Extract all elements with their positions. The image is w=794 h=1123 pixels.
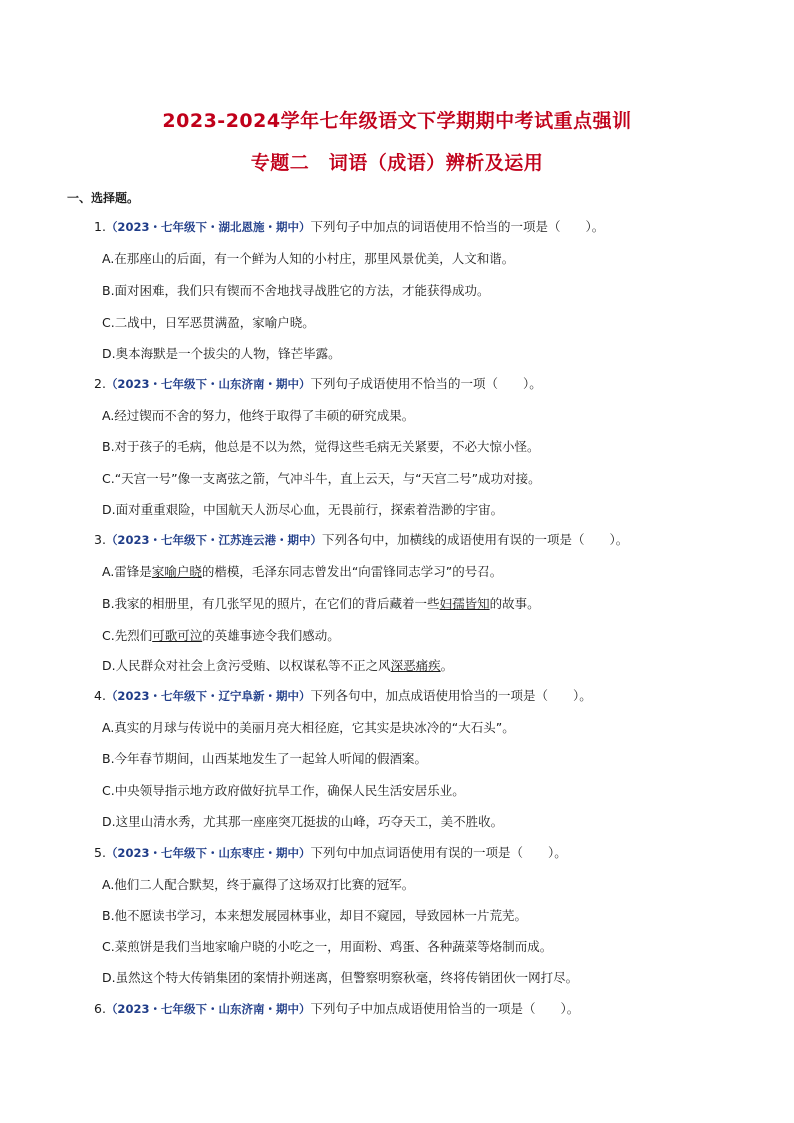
option-a: A.真实的月球与传说中的美丽月亮大相径庭，它其实是块冰冷的“大石头”。 <box>102 720 515 735</box>
option-c: C.中央领导指示地方政府做好抗旱工作，确保人民生活安居乐业。 <box>102 783 465 798</box>
option-a: A.他们二人配合默契，终于赢得了这场双打比赛的冠军。 <box>102 877 415 892</box>
underlined-idiom: 家喻户晓 <box>151 564 202 579</box>
question-number: 5. <box>94 845 106 860</box>
option-text: D.人民群众对社会上贪污受贿、以权谋私等不正之风 <box>102 658 391 673</box>
question-text: 下列各句中，加点成语使用恰当的一项是（ ）。 <box>310 688 592 703</box>
question-4-stem <box>94 686 592 704</box>
option-a: A.经过锲而不舍的努力，他终于取得了丰硕的研究成果。 <box>102 408 415 423</box>
option-text: 的楷模，毛泽东同志曾发出“向雷锋同志学习”的号召。 <box>201 564 503 579</box>
question-number: 6. <box>94 1001 106 1016</box>
question-number: 2. <box>94 376 106 391</box>
question-text: 下列各句中，加横线的成语使用有误的一项是（ ）。 <box>321 532 629 547</box>
option-text: 的英雄事迹令我们感动。 <box>202 628 340 643</box>
option-b <box>102 594 540 612</box>
underlined-idiom: 可歌可泣 <box>152 628 203 643</box>
option-c <box>102 626 340 644</box>
option-b: B.面对困难，我们只有锲而不舍地找寻战胜它的方法，才能获得成功。 <box>102 283 490 298</box>
option-d: D.奥本海默是一个拔尖的人物，锋芒毕露。 <box>102 346 341 361</box>
document-subtitle: 专题二 词语（成语）辨析及运用 <box>250 152 544 174</box>
option-c: C.二战中，日军恶贯满盈，家喻户晓。 <box>102 315 315 330</box>
question-number: 4. <box>94 688 106 703</box>
question-source: （2023・七年级下・辽宁阜新・期中） <box>105 689 311 703</box>
question-source: （2023・七年级下・山东济南・期中） <box>105 377 311 391</box>
option-a: A.在那座山的后面，有一个鲜为人知的小村庄，那里风景优美，人文和谐。 <box>102 251 515 266</box>
question-source: （2023・七年级下・山东济南・期中） <box>105 1002 311 1016</box>
question-source: （2023・七年级下・湖北恩施・期中） <box>105 220 311 234</box>
option-d: D.面对重重艰险，中国航天人沥尽心血，无畏前行，探索着浩渺的宇宙。 <box>102 502 504 517</box>
question-source: （2023・七年级下・山东枣庄・期中） <box>105 846 311 860</box>
option-text: B.我家的相册里，有几张罕见的照片，在它们的背后藏着一些 <box>102 596 440 611</box>
question-text: 下列句子成语使用不恰当的一项（ ）。 <box>310 376 542 391</box>
option-c: C.“天宫一号”像一支离弦之箭，气冲斗牛，直上云天，与“天宫二号”成功对接。 <box>102 471 541 486</box>
option-b: B.对于孩子的毛病，他总是不以为然，觉得这些毛病无关紧要，不必大惊小怪。 <box>102 439 540 454</box>
question-1-stem <box>94 217 604 235</box>
underlined-idiom: 妇孺皆知 <box>439 596 490 611</box>
option-d <box>102 656 453 674</box>
option-a <box>102 562 502 580</box>
option-text: A.雷锋是 <box>102 564 152 579</box>
section-heading: 一、选择题。 <box>67 191 140 205</box>
option-c: C.菜煎饼是我们当地家喻户晓的小吃之一，用面粉、鸡蛋、各种蔬菜等烙制而成。 <box>102 939 553 954</box>
option-d: D.这里山清水秀，尤其那一座座突兀挺拔的山峰，巧夺天工，美不胜收。 <box>102 814 504 829</box>
question-text: 下列句子中加点的词语使用不恰当的一项是（ ）。 <box>310 219 605 234</box>
option-b: B.他不愿读书学习，本来想发展园林事业，却目不窥园，导致园林一片荒芜。 <box>102 908 528 923</box>
question-text: 下列句中加点词语使用有误的一项是（ ）。 <box>310 845 567 860</box>
question-6-stem <box>94 999 579 1017</box>
question-number: 1. <box>94 219 106 234</box>
question-text: 下列句子中加点成语使用恰当的一项是（ ）。 <box>310 1001 580 1016</box>
question-number: 3. <box>94 532 106 547</box>
underlined-idiom: 深恶痛疾 <box>390 658 441 673</box>
question-3-stem <box>94 530 628 548</box>
option-text: C.先烈们 <box>102 628 153 643</box>
question-5-stem <box>94 843 567 861</box>
question-2-stem <box>94 374 542 392</box>
option-b: B.今年春节期间，山西某地发生了一起耸人听闻的假酒案。 <box>102 751 428 766</box>
option-text: 。 <box>440 658 454 673</box>
option-d: D.虽然这个特大传销集团的案情扑朔迷离，但警察明察秋毫，终将传销团伙一网打尽。 <box>102 970 579 985</box>
question-source: （2023・七年级下・江苏连云港・期中） <box>105 533 322 547</box>
document-title: 2023-2024学年七年级语文下学期期中考试重点强训 <box>162 110 632 132</box>
option-text: 的故事。 <box>489 596 540 611</box>
